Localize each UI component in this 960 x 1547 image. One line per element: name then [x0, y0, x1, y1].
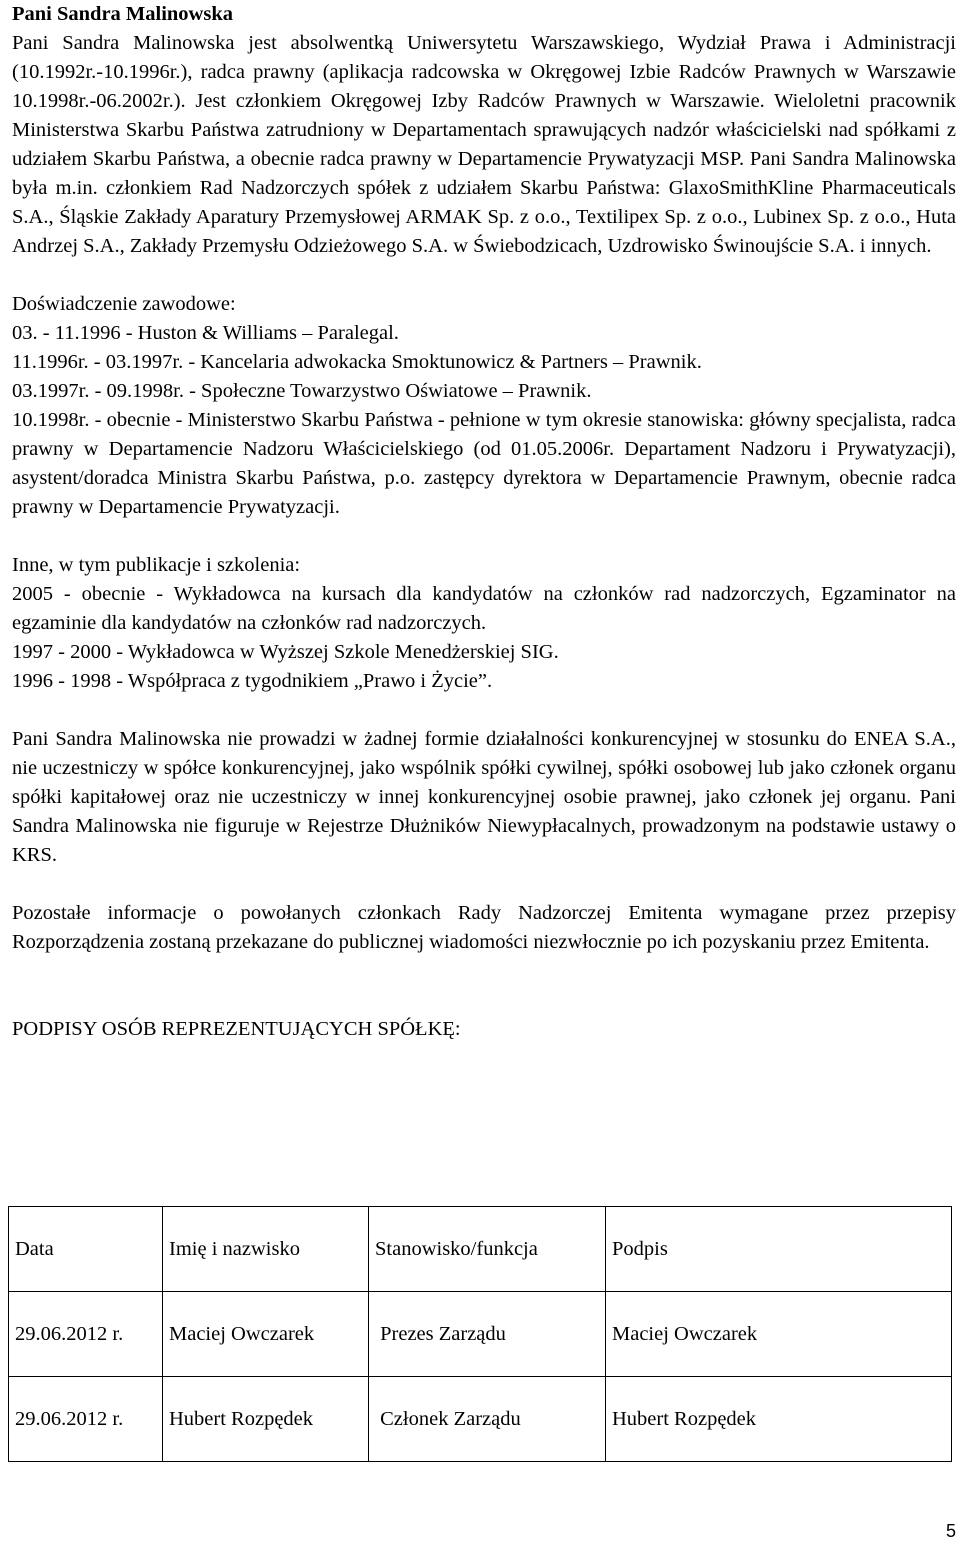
spacer: [12, 870, 956, 899]
cell-date: 29.06.2012 r.: [9, 1377, 163, 1462]
cell-name: Hubert Rozpędek: [163, 1377, 369, 1462]
cell-signature: Hubert Rozpędek: [606, 1377, 952, 1462]
table-row: [9, 1292, 952, 1377]
competition-paragraph: Pani Sandra Malinowska nie prowadzi w żadnej formie działalności konkurencyjnej w stosunku do ENEA S.A., nie uczestniczy w spółce konkurencyjnej, jako wspólnik spółki cywilnej, spółki osobowej lub jako członek organu spółki kapitałowej oraz nie uczestniczy w innej konkurencyjnej osobie prawnej, jako członek jej organu. Pani Sandra Malinowska nie figuruje w Rejestrze Dłużników Niewypłacalnych, prowadzonym na podstawie ustawy o KRS.: [12, 728, 956, 866]
header-cell-signature: Podpis: [606, 1207, 952, 1292]
cell-position: Prezes Zarządu: [369, 1292, 606, 1377]
signatures-title: PODPISY OSÓB REPREZENTUJĄCYCH SPÓŁKĘ:: [12, 1018, 461, 1040]
experience-line: 03.1997r. - 09.1998r. - Społeczne Towarzystwo Oświatowe – Prawnik.: [12, 380, 592, 402]
header-cell-date: Data: [9, 1207, 163, 1292]
signatures-table: [8, 1206, 952, 1462]
experience-line: 11.1996r. - 03.1997r. - Kancelaria adwokacka Smoktunowicz & Partners – Prawnik.: [12, 351, 702, 373]
table-row: [9, 1377, 952, 1462]
other-entry: 2005 - obecnie - Wykładowca na kursach dla kandydatów na członków rad nadzorczych, Egzaminator na egzaminie dla kandydatów na członków rad nadzorczych.: [12, 583, 956, 634]
other-line: 1996 - 1998 - Współpraca z tygodnikiem „Prawo i Życie”.: [12, 670, 493, 692]
document-page: [12, 0, 956, 1044]
cell-position: Członek Zarządu: [369, 1377, 606, 1462]
experience-line: 03. - 11.1996 - Huston & Williams – Paralegal.: [12, 322, 399, 344]
experience-last-entry: 10.1998r. - obecnie - Ministerstwo Skarbu Państwa - pełnione w tym okresie stanowiska: główny specjalista, radca prawny w Departamencie Nadzoru Właścicielskiego (od 01.05.2006r. Departament Nadzoru i Prywatyzacji), asystent/doradca Ministra Skarbu Państwa, p.o. zastępcy dyrektora w Departamencie Prawnym, obecnie radca prawny w Departamencie Prywatyzacji.: [12, 409, 956, 518]
bio-paragraph: Pani Sandra Malinowska jest absolwentką Uniwersytetu Warszawskiego, Wydział Prawa i Administracji (10.1992r.-10.1996r.), radca prawny (aplikacja radcowska w Okręgowej Izbie Radców Prawnych w Warszawie 10.1998r.-06.2002r.). Jest członkiem Okręgowej Izby Radców Prawnych w Warszawie. Wieloletni pracownik Ministerstwa Skarbu Państwa zatrudniony w Departamentach sprawujących nadzór właścicielski nad spółkami z udziałem Skarbu Państwa, a obecnie radca prawny w Departamencie Prywatyzacji MSP. Pani Sandra Malinowska była m.in. członkiem Rad Nadzorczych spółek z udziałem Skarbu Państwa: GlaxoSmithKline Pharmaceuticals S.A., Śląskie Zakłady Aparatury Przemysłowej ARMAK Sp. z o.o., Textilipex Sp. z o.o., Lubinex Sp. z o.o., Huta Andrzej S.A., Zakłady Przemysłu Odzieżowego S.A. w Świebodzicach, Uzdrowisko Świnoujście S.A. i innych.: [12, 32, 956, 257]
spacer: [12, 957, 956, 1015]
page-number: 5: [945, 1521, 956, 1541]
other-title: Inne, w tym publikacje i szkolenia:: [12, 554, 301, 576]
spacer: [12, 696, 956, 725]
header-cell-position: Stanowisko/funkcja: [369, 1207, 606, 1292]
other-line: 1997 - 2000 - Wykładowca w Wyższej Szkole Menedżerskiej SIG.: [12, 641, 559, 663]
cell-date: 29.06.2012 r.: [9, 1292, 163, 1377]
cell-name: Maciej Owczarek: [163, 1292, 369, 1377]
remaining-info-paragraph: Pozostałe informacje o powołanych członkach Rady Nadzorczej Emitenta wymagane przez przepisy Rozporządzenia zostaną przekazane do publicznej wiadomości niezwłocznie po ich pozyskaniu przez Emitenta.: [12, 902, 956, 953]
experience-title: Doświadczenie zawodowe:: [12, 293, 236, 315]
table-header-row: [9, 1207, 952, 1292]
spacer: [12, 261, 956, 290]
person-heading: Pani Sandra Malinowska: [12, 3, 233, 25]
cell-signature: Maciej Owczarek: [606, 1292, 952, 1377]
spacer: [12, 522, 956, 551]
header-cell-name: Imię i nazwisko: [163, 1207, 369, 1292]
